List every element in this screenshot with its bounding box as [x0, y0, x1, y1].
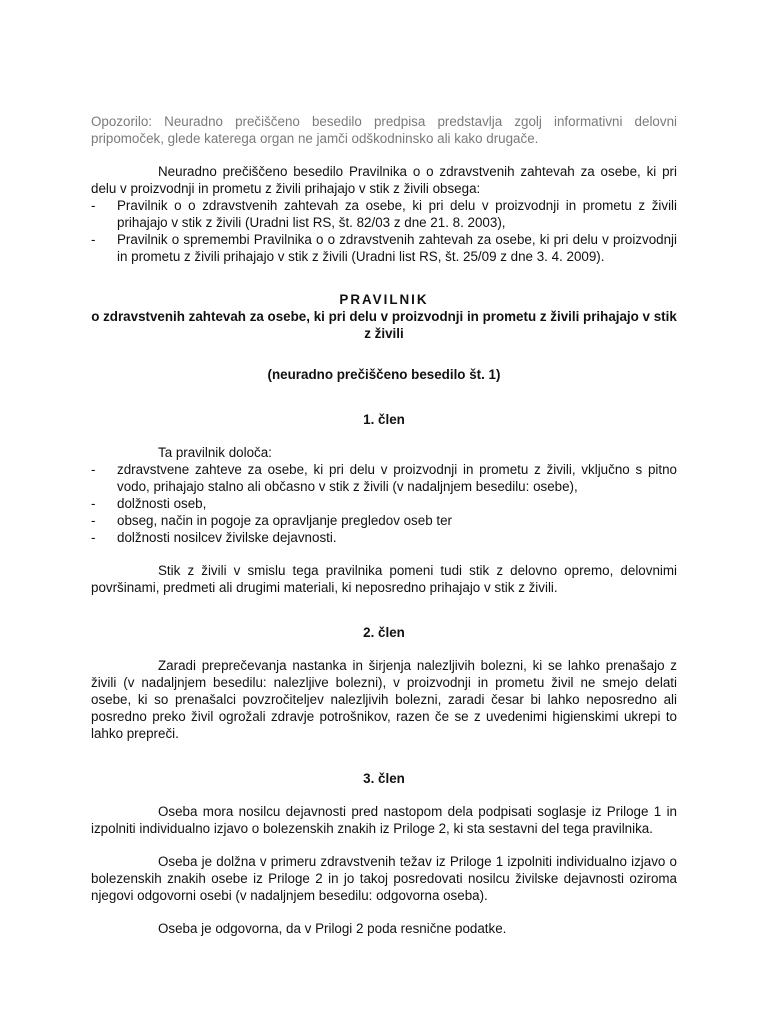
list-item: - zdravstvene zahteve za osebe, ki pri delu v proizvodnji in prometu z živili, vključno s pitno vodo, prihajajo stalno ali občasno v stik z živili (v nadaljnjem besedilu: osebe),	[91, 462, 677, 494]
article-3-paragraph: Oseba mora nosilcu dejavnosti pred nastopom dela podpisati soglasje iz Priloge 1 in izpolniti individualno izjavo o bolezenskih znakih iz Priloge 2, ki sta sestavni del tega pravilnika.	[91, 804, 677, 836]
list-item: - dolžnosti oseb,	[91, 496, 207, 511]
article-1-heading: 1. člen	[363, 412, 405, 427]
list-item: - dolžnosti nosilcev živilske dejavnosti.	[91, 530, 337, 545]
document-subtitle: o zdravstvenih zahtevah za osebe, ki pri delu v proizvodnji in prometu z živili prihajajo v stik z živili	[91, 309, 677, 341]
article-3-heading: 3. člen	[363, 771, 405, 786]
list-item: - Pravilnik o o zdravstvenih zahtevah za osebe, ki pri delu v proizvodnji in prometu z živili prihajajo v stik z živili (Uradni list RS, št. 82/03 z dne 21. 8. 2003),	[91, 198, 677, 230]
article-1-list	[91, 461, 677, 546]
document-title: PRAVILNIK	[339, 292, 429, 307]
article-3-paragraph: Oseba je odgovorna, da v Prilogi 2 poda resnične podatke.	[158, 921, 507, 936]
article-3-paragraph: Oseba je dolžna v primeru zdravstvenih težav iz Priloge 1 izpolniti individualno izjavo o bolezenskih znakih osebe iz Priloge 2 in jo takoj posredovati nosilcu živilske dejavnosti oziroma njegovi odgovorni osebi (v nadaljnjem besedilu: odgovorna oseba).	[91, 854, 677, 903]
article-1-paragraph: Stik z živili v smislu tega pravilnika pomeni tudi stik z delovno opremo, delovnimi površinami, predmeti ali drugimi materiali, ki neposredno prihajajo v stik z živili.	[91, 563, 677, 595]
disclaimer-warning: Opozorilo: Neuradno prečiščeno besedilo predpisa predstavlja zgolj informativni delovni pripomoček, glede katerega organ ne jamči odškodninsko ali kako drugače.	[91, 114, 677, 146]
article-2-heading: 2. člen	[363, 625, 405, 640]
intro-paragraph: Neuradno prečiščeno besedilo Pravilnika o o zdravstvenih zahtevah za osebe, ki pri delu v proizvodnji in prometu z živili prihajajo v stik z živili obsega:	[91, 164, 677, 196]
list-item: - obseg, način in pogoje za opravljanje pregledov oseb ter	[91, 513, 452, 528]
article-1-lead: Ta pravilnik določa:	[158, 445, 272, 460]
intro-list	[91, 197, 677, 265]
list-item: - Pravilnik o spremembi Pravilnika o o zdravstvenih zahtevah za osebe, ki pri delu v proizvodnji in prometu z živili prihajajo v stik z živili (Uradni list RS, št. 25/09 z dne 3. 4. 2009).	[91, 232, 677, 264]
document-body	[91, 113, 677, 937]
article-2-paragraph: Zaradi preprečevanja nastanka in širjenja nalezljivih bolezni, ki se lahko prenašajo z živili (v nadaljnjem besedilu: nalezljive bolezni), v proizvodnji in prometu živil ne smejo delati osebe, ki so prenašalci povzročiteljev nalezljivih bolezni, zaradi česar bi lahko neposredno ali posredno preko živil ogrožali zdravje potrošnikov, razen če se z uvedenimi higienskimi ukrepi to lahko prepreči.	[91, 658, 677, 741]
version-note: (neuradno prečiščeno besedilo št. 1)	[267, 367, 501, 382]
